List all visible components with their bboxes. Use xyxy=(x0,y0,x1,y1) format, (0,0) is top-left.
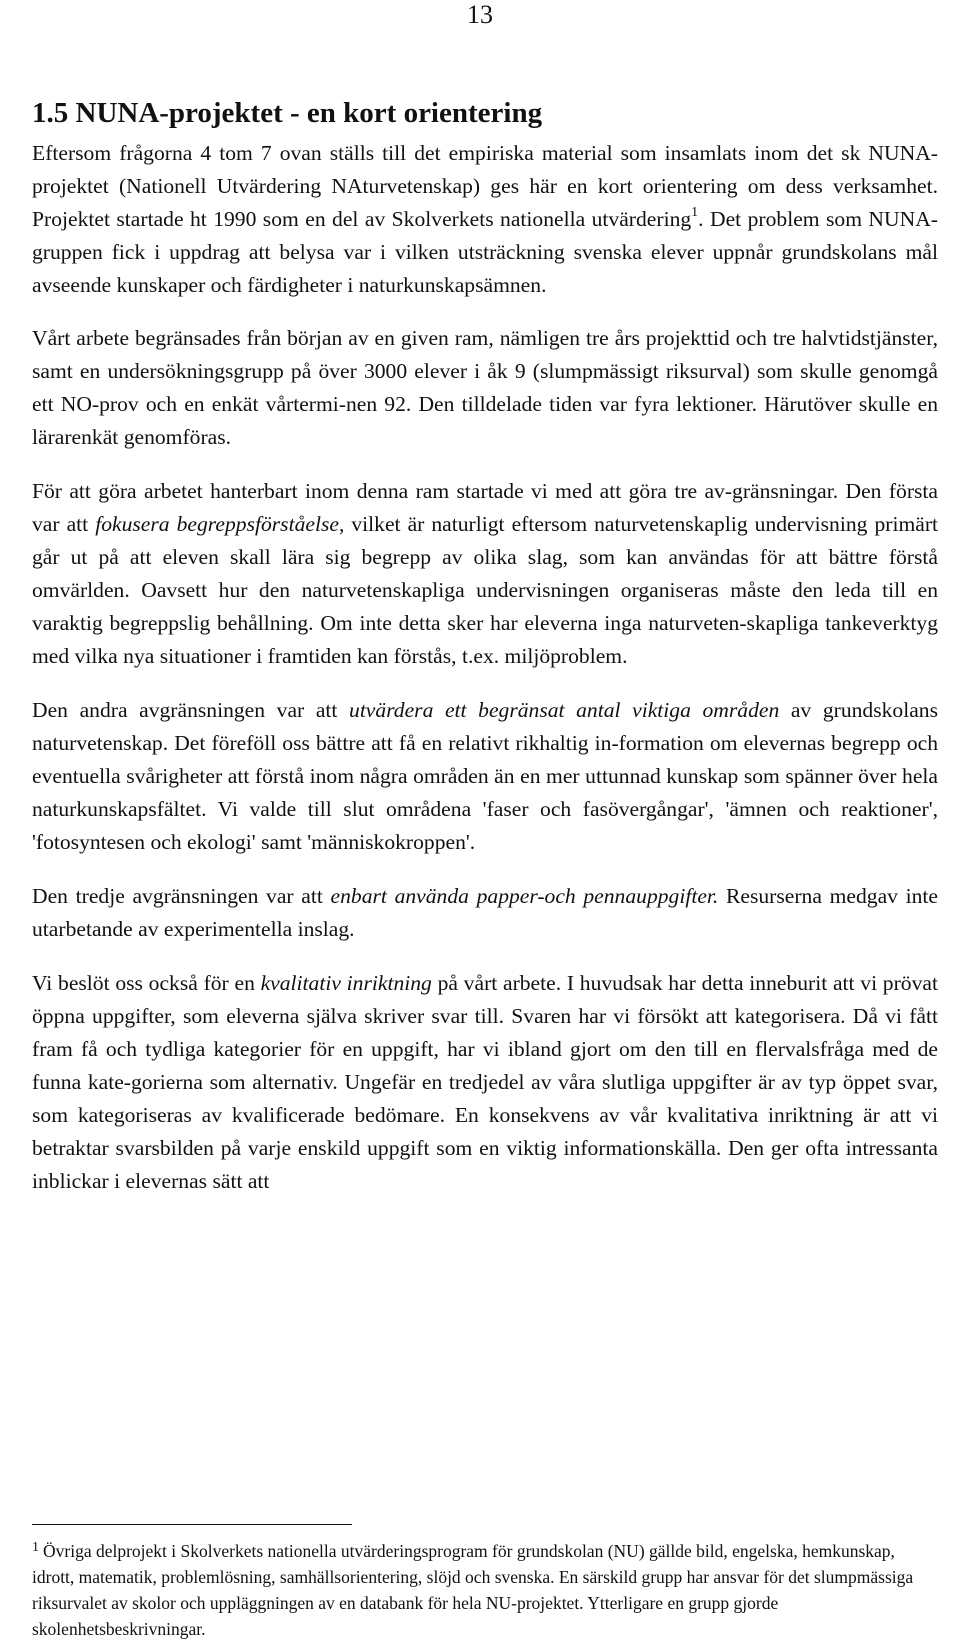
paragraph-2: Vårt arbete begränsades från början av en given ram, nämligen tre års projekttid och tre halvtidstjänster, samt en undersökningsgrupp på över 3000 elever i åk 9 (slumpmässigt riksurval) som skulle genomgå ett NO-prov och en enkät vårtermi-nen 92. Den tilldelade tiden var fyra lektioner. Härutöver skulle en lärarenkät genomföras. xyxy=(32,326,938,449)
paragraph-3-emphasis: fokusera begreppsförståelse xyxy=(95,512,339,536)
paragraph-4-emphasis: utvärdera ett begränsat antal viktiga områden xyxy=(349,698,780,722)
paragraph-3 xyxy=(32,475,938,673)
footnote-reference: 1 xyxy=(691,205,699,220)
paragraph-1 xyxy=(32,137,938,302)
paragraph-1-text-a: Eftersom frågorna 4 tom 7 ovan ställs till det empiriska material som insamlats inom det sk NUNA-projektet (Nationell Utvärdering NAturvetenskap) ges här en kort orientering om dess verksamhet. Projektet startade ht 1990 som en del av Skolverkets nationella utvärdering xyxy=(32,141,938,231)
paragraph-6-text-b: på vårt arbete. I huvudsak har detta inneburit att vi prövat öppna uppgifter, som eleverna själva skriver svar till. Svaren har vi försökt att kategorisera. Då vi fått fram få och tydliga kategorier för en uppgift, har vi ibland gjort om den till en flervalsfråga med de funna kate-gorierna som alternativ. Ungefär en tredjedel av våra slutliga uppgifter är av typ öppet svar, som kategoriseras av kvalificerade bedömare. En konsekvens av vår kvalitativa inriktning är att vi betraktar svarsbilden på varje enskild uppgift som en viktig informationskälla. Den ger ofta intressanta inblickar i elevernas sätt att xyxy=(32,971,938,1193)
paragraph-4-text-a: Den andra avgränsningen var att xyxy=(32,698,350,722)
footnote-marker: 1 xyxy=(32,1540,39,1555)
paragraph-5-text-b: Resurserna medgav inte utarbetande av experimentella inslag. xyxy=(32,884,938,941)
section-heading: 1.5 NUNA-projektet - en kort orientering xyxy=(32,97,543,129)
paragraph-5-emphasis: enbart använda papper-och pennauppgifter. xyxy=(330,884,719,908)
paragraph-4 xyxy=(32,694,938,859)
paragraph-6-text-a: Vi beslöt oss också för en xyxy=(32,971,261,995)
paragraph-4-text-b: av grundskolans naturvetenskap. Det föreföll oss bättre att få en relativt rikhaltig in-formation om elevernas begrepp och eventuella svårigheter att förstå inom några områden än en mer uttunnad kunskap som spänner över hela naturkunskapsfältet. Vi valde till slut områdena 'faser och fasövergångar', 'ämnen och reaktioner', 'fotosyntesen och ekologi' samt 'människokroppen'. xyxy=(32,698,938,854)
paragraph-5-text-a: Den tredje avgränsningen var att xyxy=(32,884,331,908)
footnote xyxy=(32,1538,938,1642)
paragraph-3-text-b: , vilket är naturligt eftersom naturvetenskaplig undervisning primärt går ut på att eleven skall lära sig begrepp av olika slag, som kan användas för att bättre förstå omvärlden. Oavsett hur den naturvetenskapliga undervisningen organiseras måste den leda till en varaktig begreppslig behållning. Om inte detta sker har eleverna inga naturveten-skapliga tankeverktyg med vilka nya situationer i framtiden kan förstås, t.ex. miljöproblem. xyxy=(32,512,939,668)
footnote-divider xyxy=(32,1524,352,1525)
paragraph-6 xyxy=(32,967,938,1198)
paragraph-3-text-a: För att göra arbetet hanterbart inom denna ram startade vi med att göra tre av-gränsningar. Den första var att xyxy=(32,479,938,536)
body-text xyxy=(32,137,938,1219)
page-number: 13 xyxy=(467,0,493,29)
paragraph-5 xyxy=(32,880,938,946)
footnote-text: Övriga delprojekt i Skolverkets nationella utvärderingsprogram för grundskolan (NU) gällde bild, engelska, hemkunskap, idrott, matematik, problemlösning, samhällsorientering, slöjd och svenska. En särskild grupp har ansvar för det slumpmässiga riksurvalet av skolor och uppläggningen av en databank för hela NU-projektet. Ytterligare en grupp gjorde skolenhetsbeskrivningar. xyxy=(32,1541,914,1639)
paragraph-6-emphasis: kvalitativ inriktning xyxy=(260,971,432,995)
paragraph-1-text-b: . Det problem som NUNA-gruppen fick i uppdrag att belysa var i vilken utsträckning svenska elever uppnår grundskolans mål avseende kunskaper och färdigheter i naturkunskapsämnen. xyxy=(32,207,938,297)
